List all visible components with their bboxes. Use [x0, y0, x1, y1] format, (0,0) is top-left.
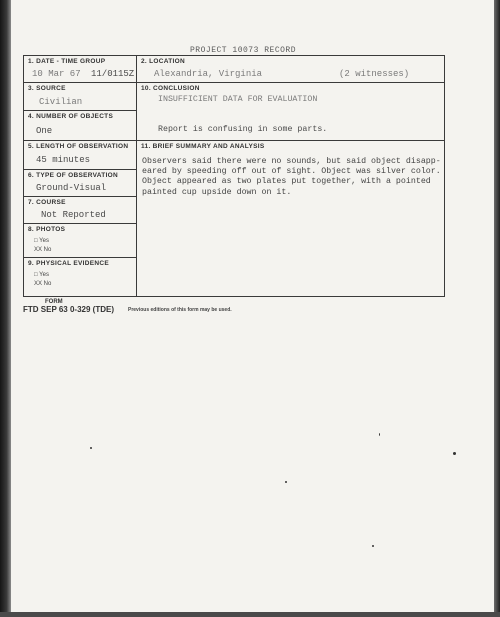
row-divider	[136, 82, 444, 83]
physical-evidence-label: 9. PHYSICAL EVIDENCE	[28, 260, 110, 267]
scan-speck	[372, 545, 374, 547]
brief-summary-text	[142, 157, 442, 198]
row-divider	[24, 223, 136, 224]
summary-line: Object appeared as two plates put together, with a pointed	[142, 177, 431, 187]
record-title: PROJECT 10073 RECORD	[190, 46, 297, 55]
location-value: Alexandria, Virginia	[154, 69, 263, 79]
row-divider	[136, 140, 444, 141]
row-divider	[24, 196, 136, 197]
summary-line: Observers said there were no sounds, but said object disapp-	[142, 157, 441, 166]
physical-evidence-yes-checkbox: □ Yes	[34, 272, 49, 278]
photos-label: 8. PHOTOS	[28, 226, 66, 233]
length-of-observation-value: 45 minutes	[36, 155, 91, 165]
scan-speck	[90, 447, 92, 449]
column-divider	[136, 56, 137, 296]
number-of-objects-value: One	[36, 126, 53, 136]
row-divider	[24, 140, 136, 141]
scan-bottom-edge	[0, 612, 500, 617]
scan-speck	[453, 452, 456, 455]
row-divider	[24, 169, 136, 170]
footer-form-word: FORM	[45, 299, 63, 305]
conclusion-text: INSUFFICIENT DATA FOR EVALUATION	[158, 95, 318, 104]
conclusion-note: Report is confusing in some parts.	[158, 125, 328, 134]
date-time-group-label: 1. DATE - TIME GROUP	[28, 58, 106, 65]
length-of-observation-label: 5. LENGTH OF OBSERVATION	[28, 143, 129, 150]
source-label: 3. SOURCE	[28, 85, 66, 92]
summary-line: eared by speeding off out of sight. Object was silver color.	[142, 167, 441, 177]
row-divider	[24, 82, 136, 83]
physical-evidence-no-checkbox: XX No	[34, 281, 52, 287]
footer-form-number: FTD SEP 63 0-329 (TDE)	[23, 305, 114, 314]
number-of-objects-label: 4. NUMBER OF OBJECTS	[28, 113, 114, 120]
scan-left-edge	[0, 0, 11, 617]
location-note: (2 witnesses)	[339, 69, 410, 79]
time-value: 11/0115Z	[91, 69, 135, 79]
scan-speck	[379, 433, 380, 436]
row-divider	[24, 257, 136, 258]
type-of-observation-value: Ground-Visual	[36, 183, 107, 193]
footer-note: Previous editions of this form may be used.	[128, 307, 232, 313]
summary-line: painted cup upside down on it.	[142, 187, 292, 197]
scan-right-edge	[494, 0, 500, 617]
course-value: Not Reported	[41, 210, 106, 220]
photos-yes-checkbox: □ Yes	[34, 238, 49, 244]
type-of-observation-label: 6. TYPE OF OBSERVATION	[28, 172, 119, 179]
scan-speck	[285, 481, 287, 483]
photos-no-checkbox: XX No	[34, 247, 52, 253]
record-form	[23, 55, 445, 297]
course-label: 7. COURSE	[28, 199, 66, 206]
source-value: Civilian	[39, 97, 83, 107]
brief-summary-label: 11. BRIEF SUMMARY AND ANALYSIS	[141, 143, 265, 150]
location-label: 2. LOCATION	[141, 58, 185, 65]
row-divider	[24, 110, 136, 111]
conclusion-label: 10. CONCLUSION	[141, 85, 200, 92]
date-value: 10 Mar 67	[32, 69, 81, 79]
